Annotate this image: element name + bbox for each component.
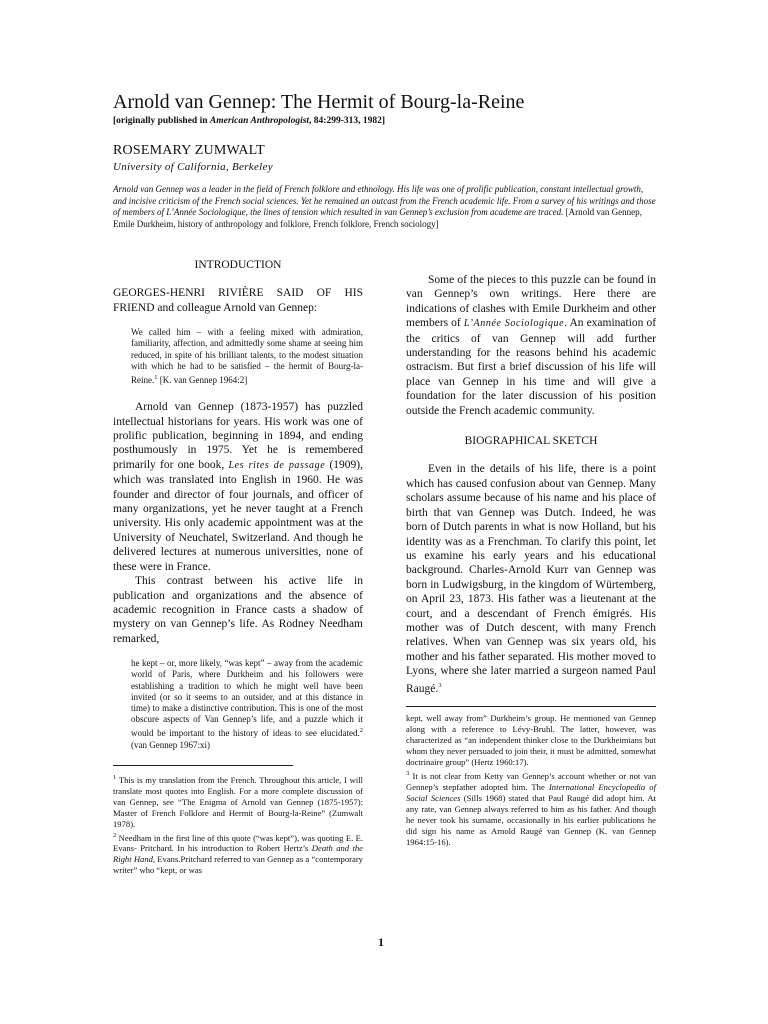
quote2-text: he kept – or, more likely, “was kept” – away from the academic world of Paris, where Durkheim and his followers were establishing a tradition to which he might well have been invited (or so it seems to an outsider, and at this distance in time) to make a distinctive contribution. This is one of the most obscure aspects of Van Gennep’s life, and a puzzle which it would be important to the history of ideas to see elucidated.: [131, 658, 363, 739]
footnote-ref-3[interactable]: 3: [438, 681, 442, 689]
footnote-ref-1[interactable]: 1: [154, 374, 158, 382]
page-number: 1: [378, 935, 384, 949]
footnote-1-text: This is my translation from the French. Throughout this article, I will translate most quotes into English. For a more complete discussion of van Gennep, see “The Enigma of Arnold van Gennep (1875-1957): Master of French Folklore and Hermit of Bourg-la-Reine” (Zumwalt 1978).: [113, 774, 363, 829]
quote1-text: We called him – with a feeling mixed with admiration, familiarity, affection, and admittedly some shame at seeing him reduced, in spite of his brilliant talents, to the modest situation with which he had to be satisfied – the hermit of Bourg-la-Reine.: [131, 327, 363, 386]
book-title: Les rites de passage: [228, 459, 326, 471]
abstract: [113, 184, 656, 230]
biography-text: Even in the details of his life, there is a point which has caused confusion about van Gennep. Many scholars assume because of his name and his place of birth that van Gennep was Dutch. Indeed, he was born of Dutch parents in what is now Holland, but his identity was as a Frenchman. To clarify this point, let us examine his early years and his educational background. Charles-Arnold Kurr van Gennep was born in Ludwigsburg, in the kingdom of Würtemberg, on April 23, 1873. His father was a lieutenant at the court, and a descendant of French émigrés. His mother was of Dutch descent, with many French relatives. When van Gennep was six years old, his mother and his father separated. His mother moved to Lyons, where she later married a surgeon named Paul Raugé.: [406, 463, 656, 695]
abstract-keywords: [Arnold van Gennep, Emile Durkheim, history of anthropology and folklore, French folklore, French sociology]: [113, 207, 642, 229]
puzzle-text-a: Some of the pieces to this puzzle can be found in van Gennep’s own writings. Here there are indications of clashes with Emile Durkheim and other members of: [406, 274, 656, 330]
footnote-1-number: 1: [113, 773, 117, 781]
biography-paragraph: [406, 462, 656, 695]
quote1-citation: [K. van Gennep 1964:2]: [157, 375, 248, 386]
publication-note: [113, 116, 385, 126]
puzzle-text-b: . An examination of the critics of van Gennep will add further understanding for the reasons behind his academic ostracism. But first a brief discussion of his life will place van Gennep in his time and will give a foundation for the later discussion of his position outside the French academic community.: [406, 317, 657, 417]
footnote-divider: [113, 765, 293, 766]
article-title: Arnold van Gennep: The Hermit of Bourg-la-Reine: [113, 91, 525, 113]
pub-journal: American Anthropologist: [209, 116, 310, 126]
footnote-2-text-b: , Evans.Pritchard referred to van Gennep as a “contemporary writer” who “kept, or was: [113, 854, 363, 876]
footnote-2-text-a: Needham in the first line of this quote (“was kept”), was quoting E. E. Evans- Pritchard. In his introduction to Robert Hertz’s: [113, 832, 363, 854]
right-column: [406, 273, 656, 848]
para1-text-a: Arnold van Gennep (1873-1957) has puzzled intellectual historians for years. His work was one of prolific publication, beginning in 1894, and ending posthumously in 1975. Yet he is remembered primarily for one book,: [113, 401, 363, 471]
para1-text-b: (1909), which was translated into English in 1960. He was founder and director of four journals, and officer of many organizations, yet he never taught at a French university. His only academic appointment was at the University of Neuchatel, Switzerland. And though he delivered lectures at numerous universities, none of these were in France.: [113, 458, 363, 573]
intro-paragraph-1: [113, 400, 363, 574]
footnote-2-title: Death and the Right Hand: [113, 843, 363, 865]
quote2-citation: (van Gennep 1967:xi): [131, 739, 210, 750]
pub-suffix: , 84:299-313, 1982]: [309, 116, 386, 126]
biographical-heading: BIOGRAPHICAL SKETCH: [464, 435, 598, 448]
journal-name: L’Année Sociologique: [463, 318, 565, 330]
author-name: ROSEMARY ZUMWALT: [113, 143, 265, 158]
needham-quote: [131, 658, 363, 751]
footnote-2-continued: kept, well away from” Durkheim’s group. He mentioned van Gennep along with a reference to Lévy-Bruhl. The latter, however, was characterized as “an independent thinker close to the Durkheimians but whom they never persuaded to join their, it must be admitted, somewhat doctrinaire group” (Hertz 1960:17).: [406, 712, 656, 767]
intro-paragraph-2: This contrast between his active life in publication and organizations and the absence of academic recognition in France casts a shadow of mystery on van Gennep’s life. As Rodney Needham remarked,: [113, 575, 363, 645]
abstract-text: Arnold van Gennep was a leader in the field of French folklore and ethnology. His life was one of prolific publication, constant intellectual growth, and incisive criticism of the French social sciences. Yet he remained an outcast from the French academic life. From a survey of his writings and those of members of L’Année Sociologique, the lines of tension which resulted in van Gennep’s exclusion from academe are traced.: [113, 184, 656, 218]
opening-paragraph: GEORGES-HENRI RIVIÈRE SAID OF HIS FRIEND and colleague Arnold van Gennep:: [113, 287, 363, 314]
left-column: [113, 258, 363, 876]
footnote-3-number: 3: [406, 769, 410, 777]
puzzle-paragraph: [406, 273, 656, 418]
pub-prefix: [originally published in: [113, 116, 210, 126]
footnote-1: [113, 772, 363, 830]
footnote-2: [113, 830, 363, 877]
footnote-3-text-b: (Sills 1968) stated that Paul Raugé did adopt him. At any rate, van Gennep always referred to him as his father. And though he never took his surname, occasionally in his earlier publications he did sign his name as Arnold Raugé van Gennep (K. van Gennep 1964:15-16).: [406, 792, 656, 847]
footnote-ref-2[interactable]: 2: [359, 727, 363, 735]
footnote-3-text-a: It is not clear from Ketty van Gennep’s account whether or not van Gennep’s stepfather adopted him. The: [406, 770, 656, 792]
footnote-3: [406, 768, 656, 848]
footnote-2-number: 2: [113, 831, 117, 839]
author-affiliation: University of California, Berkeley: [113, 161, 273, 173]
riviere-quote: [131, 327, 363, 386]
footnote-3-title: International Encyclopedia of Social Sciences: [406, 781, 656, 803]
introduction-heading: INTRODUCTION: [194, 259, 282, 271]
footnote-divider-right: [406, 706, 656, 707]
